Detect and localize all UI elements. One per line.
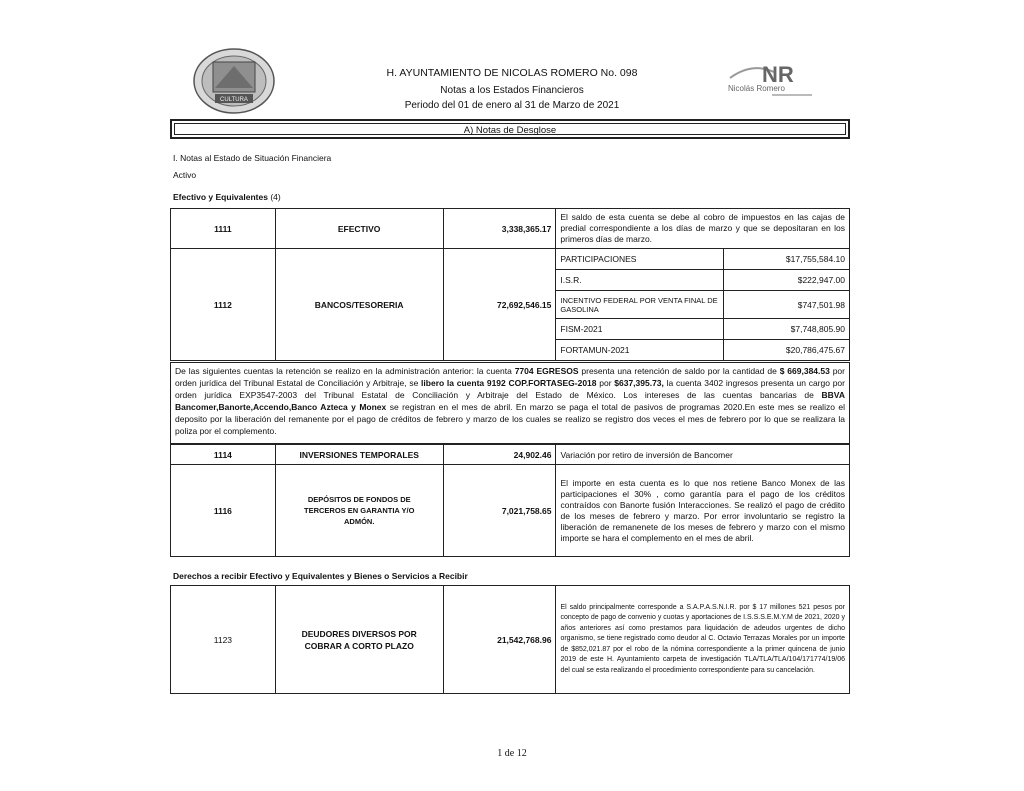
para-bold: libero la cuenta 9192 COP.FORTASEG-2018 bbox=[421, 378, 597, 388]
para-bold: $637,395.73, bbox=[614, 378, 664, 388]
breakdown-value: $7,748,805.90 bbox=[723, 319, 849, 340]
para-text: por bbox=[596, 378, 615, 388]
header-period: Periodo del 01 de enero al 31 de Marzo de 2021 bbox=[404, 100, 620, 111]
breakdown-label: PARTICIPACIONES bbox=[556, 249, 723, 270]
table-row bbox=[171, 586, 850, 694]
table-row bbox=[171, 445, 850, 465]
para-bold: BBVA Bancomer,Banorte,Accendo,Banco Azteca y Monex bbox=[175, 390, 845, 412]
breakdown-value: $747,501.98 bbox=[723, 291, 849, 319]
account-name: INVERSIONES TEMPORALES bbox=[275, 445, 443, 465]
efectivo-heading-text: Efectivo y Equivalentes bbox=[173, 192, 268, 202]
para-bold: 7704 EGRESOS bbox=[514, 366, 579, 376]
account-name: EFECTIVO bbox=[275, 209, 443, 249]
section-title: A) Notas de Desglose bbox=[174, 123, 846, 135]
notes-heading: I. Notas al Estado de Situación Financiera bbox=[173, 153, 332, 163]
account-description: El saldo de esta cuenta se debe al cobro de impuestos en las cajas de predial correspondiente a los días de marzo y que se depositaran en los primeros días de marzo. bbox=[556, 209, 850, 249]
seal-label: CULTURA bbox=[220, 97, 248, 103]
list-item bbox=[556, 291, 849, 319]
derechos-heading: Derechos a recibir Efectivo y Equivalentes y Bienes o Servicios a Recibir bbox=[173, 571, 468, 581]
inversiones-table bbox=[170, 444, 850, 557]
header-title: H. AYUNTAMIENTO DE NICOLAS ROMERO No. 098 bbox=[386, 67, 638, 79]
list-item bbox=[556, 249, 849, 270]
list-item bbox=[556, 270, 849, 291]
logo-name: Nicolás Romero bbox=[728, 84, 785, 93]
account-name: DEPÓSITOS DE FONDOS DE TERCEROS EN GARANTIA Y/O ADMÓN. bbox=[275, 465, 443, 557]
account-description: El saldo principalmente corresponde a S.A.P.A.S.N.I.R. por $ 17 millones 521 pesos por concepto de pago de convenio y cuotas y aportaciones de I.S.S.S.E.M.Y.M de 2021, 2020 y años anteriores así como prestamos para liquidación de adeudos urgentes de dicho organismo, se tiene registrado como deudor al C. Octavio Terrazas Morales por un importe de $852,021.87 por el robo de la nómina correspondiente a la primer quincena de junio 2019 de este H. Ayuntamiento carpeta de investigación TLA/TLA/TLA/104/171774/19/06 del cual se esta realizando el procedimiento correspondiente para su cancelación. bbox=[556, 586, 850, 694]
header-subtitle: Notas a los Estados Financieros bbox=[440, 85, 584, 96]
account-code: 1114 bbox=[171, 445, 276, 465]
list-item bbox=[556, 319, 849, 340]
account-description: El importe en esta cuenta es lo que nos retiene Banco Monex de las participaciones el 30% , como garantía para el pago de los créditos contraídos con Banorte fusión Interacciones. Se realizó el pago de crédito de los meses de febrero y marzo. Por error involuntario se registro la liberación de remanenete de los meses de febrero y marzo con el mismo importe se hara el complemento en el mes de abril. bbox=[556, 465, 850, 557]
bank-breakdown-table bbox=[556, 249, 849, 360]
account-code: 1111 bbox=[171, 209, 276, 249]
breakdown-value: $20,786,475.67 bbox=[723, 340, 849, 361]
para-text: la cuenta 3402 ingresos presenta un cargo por orden jurídica EXP3547-2003 del Tribunal Estatal de Conciliación y Arbitraje del Estado de México. Los intereses de las cuentas bancarias de bbox=[175, 378, 845, 400]
retention-paragraph bbox=[170, 362, 850, 444]
account-amount: 3,338,365.17 bbox=[443, 209, 556, 249]
bank-breakdown-cell bbox=[556, 249, 850, 361]
account-code: 1112 bbox=[171, 249, 276, 361]
account-code: 1116 bbox=[171, 465, 276, 557]
breakdown-label: INCENTIVO FEDERAL POR VENTA FINAL DE GASOLINA bbox=[556, 291, 723, 319]
efectivo-table bbox=[170, 208, 850, 361]
nicolas-romero-logo bbox=[722, 58, 818, 100]
breakdown-value: $222,947.00 bbox=[723, 270, 849, 291]
account-amount: 24,902.46 bbox=[443, 445, 556, 465]
breakdown-value: $17,755,584.10 bbox=[723, 249, 849, 270]
para-text: De las siguientes cuentas la retención se realizo en la administración anterior: la cuenta bbox=[175, 366, 515, 376]
para-text: se registran en el mes de abril. En marzo se paga el total de pasivos de programas 2020.En este mes se realizo el deposito por la liberación del remanente por el pago de créditos de febrero y marzo de los cuales se realizo se registro dos veces el mes de febrero por lo que se realizara la poliza por el complemento. bbox=[175, 402, 846, 436]
para-text: presenta una retención de saldo por la cantidad de bbox=[578, 366, 780, 376]
deudores-table bbox=[170, 585, 850, 694]
account-code: 1123 bbox=[171, 586, 276, 694]
table-row bbox=[171, 249, 850, 361]
account-name: BANCOS/TESORERIA bbox=[275, 249, 443, 361]
account-amount: 21,542,768.96 bbox=[443, 586, 556, 694]
account-description: Variación por retiro de inversión de Bancomer bbox=[556, 445, 850, 465]
list-item bbox=[556, 340, 849, 361]
para-bold: $ 669,384.53 bbox=[779, 366, 830, 376]
breakdown-label: FISM-2021 bbox=[556, 319, 723, 340]
account-name: DEUDORES DIVERSOS POR COBRAR A CORTO PLAZO bbox=[275, 586, 443, 694]
account-amount: 7,021,758.65 bbox=[443, 465, 556, 557]
section-title-box bbox=[170, 119, 850, 139]
table-row bbox=[171, 465, 850, 557]
breakdown-label: I.S.R. bbox=[556, 270, 723, 291]
logo-initials: NR bbox=[762, 62, 794, 87]
efectivo-heading-ref: (4) bbox=[270, 192, 281, 202]
page-number: 1 de 12 bbox=[497, 748, 527, 759]
breakdown-label: FORTAMUN-2021 bbox=[556, 340, 723, 361]
account-amount: 72,692,546.15 bbox=[443, 249, 556, 361]
table-row bbox=[171, 209, 850, 249]
para-text: por orden jurídica del Tribunal Estatal de Conciliación y Arbitraje, se bbox=[175, 366, 845, 388]
efectivo-heading bbox=[173, 192, 281, 202]
activo-label: Activo bbox=[173, 170, 197, 180]
